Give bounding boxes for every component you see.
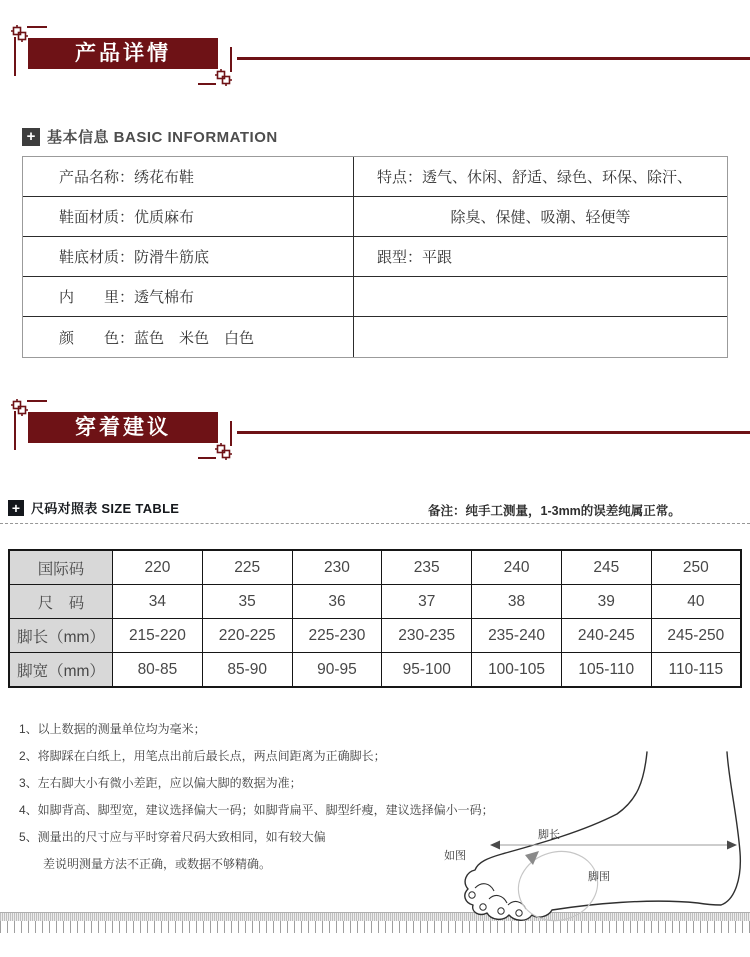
size-table-heading: [8, 498, 179, 517]
foot-measurement-diagram: [420, 748, 750, 957]
size-cell: 85-90: [202, 653, 292, 688]
size-cell: 235: [382, 550, 472, 585]
banner-ornament-line: [14, 411, 16, 450]
size-cell: 40: [651, 585, 741, 619]
size-cell: 230: [292, 550, 382, 585]
size-cell: 220-225: [202, 619, 292, 653]
size-cell: 220: [113, 550, 203, 585]
basic-info-title: 基本信息 BASIC INFORMATION: [47, 129, 278, 146]
banner-ornament-line: [198, 83, 216, 85]
banner-title: 穿着建议: [28, 412, 218, 443]
info-cell: 除臭、保健、吸潮、轻便等: [353, 197, 727, 237]
plus-icon: +: [8, 500, 24, 516]
size-cell: 240: [472, 550, 562, 585]
size-table-title: 尺码对照表 SIZE TABLE: [31, 501, 180, 516]
plus-icon: +: [22, 128, 40, 146]
size-cell: 36: [292, 585, 382, 619]
table-row: [9, 653, 741, 688]
list-item: 2、将脚踩在白纸上，用笔点出前后最长点，两点间距离为正确脚长；: [19, 749, 386, 763]
size-row-label: 国际码: [9, 550, 113, 585]
banner-rule-line: [237, 431, 750, 434]
size-row-label: 尺 码: [9, 585, 113, 619]
size-row-label: 脚宽（mm）: [9, 653, 113, 688]
size-cell: 250: [651, 550, 741, 585]
size-cell: 100-105: [472, 653, 562, 688]
banner-rule-line: [237, 57, 750, 60]
size-cell: 110-115: [651, 653, 741, 688]
list-item: 4、如脚背高、脚型宽，建议选择偏大一码；如脚背扁平、脚型纤瘦，建议选择偏小一码；: [19, 803, 494, 817]
size-cell: 39: [561, 585, 651, 619]
size-row-label: 脚长（mm）: [9, 619, 113, 653]
size-cell: 90-95: [292, 653, 382, 688]
info-cell: 特点：透气、休闲、舒适、绿色、环保、除汗、: [353, 157, 727, 197]
size-cell: 245: [561, 550, 651, 585]
banner-ornament-line: [27, 26, 47, 28]
size-cell: 235-240: [472, 619, 562, 653]
size-cell: 80-85: [113, 653, 203, 688]
size-cell: 105-110: [561, 653, 651, 688]
as-shown-label: 如图: [444, 850, 466, 862]
info-cell: 跟型：平跟: [353, 237, 727, 277]
table-row: [9, 550, 741, 585]
size-cell: 34: [113, 585, 203, 619]
size-cell: 215-220: [113, 619, 203, 653]
banner-ornament-line: [198, 457, 216, 459]
size-cell: 225-230: [292, 619, 382, 653]
size-cell: 240-245: [561, 619, 651, 653]
info-cell: 颜 色：蓝色 米色 白色: [59, 329, 255, 347]
size-chart-table: [8, 549, 742, 688]
size-cell: 38: [472, 585, 562, 619]
size-cell: 230-235: [382, 619, 472, 653]
list-item: 1、以上数据的测量单位均为毫米；: [19, 722, 206, 736]
info-cell: 产品名称：绣花布鞋: [23, 157, 353, 197]
banner-ornament-line: [27, 400, 47, 402]
dashed-separator: [0, 523, 750, 524]
foot-girth-label: 脚围: [588, 871, 610, 883]
basic-info-table: [22, 156, 728, 358]
info-cell: [353, 317, 727, 357]
size-cell: 225: [202, 550, 292, 585]
size-cell: 245-250: [651, 619, 741, 653]
list-item: 3、左右脚大小有微小差距，应以偏大脚的数据为准；: [19, 776, 302, 790]
foot-outline-drawing: [420, 748, 750, 957]
measurement-remark: 备注：纯手工测量，1-3mm的误差纯属正常。: [428, 504, 681, 518]
banner-ornament-line: [14, 37, 16, 76]
table-row: [9, 619, 741, 653]
table-row: [9, 585, 741, 619]
info-cell: [353, 277, 727, 317]
chinese-knot-icon: [215, 443, 232, 460]
basic-info-heading: [22, 126, 278, 147]
banner-title: 产品详情: [28, 38, 218, 69]
info-cell: 内 里：透气棉布: [23, 277, 353, 317]
size-cell: 95-100: [382, 653, 472, 688]
info-cell: 鞋面材质：优质麻布: [23, 197, 353, 237]
list-item: 5、测量出的尺寸应与平时穿着尺码大致相同，如有较大偏差说明测量方法不正确，或数据不够精确。: [19, 830, 326, 871]
info-cell: 鞋底材质：防滑牛筋底: [23, 237, 353, 277]
size-cell: 35: [202, 585, 292, 619]
foot-length-label: 脚长: [538, 829, 560, 841]
size-cell: 37: [382, 585, 472, 619]
chinese-knot-icon: [215, 69, 232, 86]
